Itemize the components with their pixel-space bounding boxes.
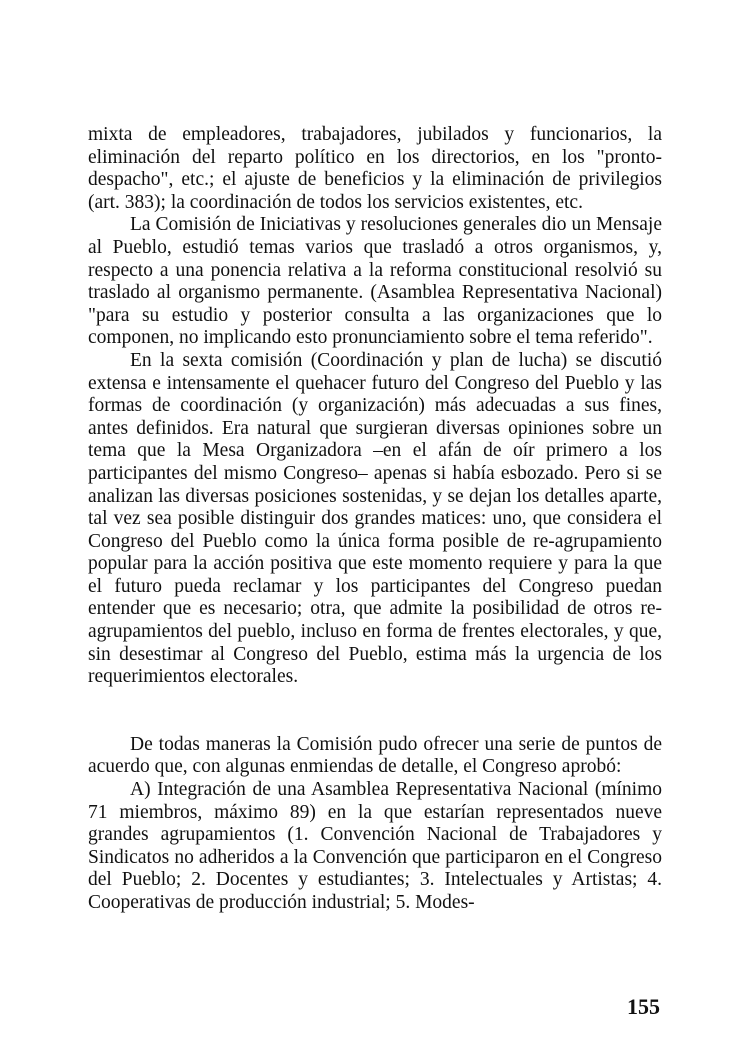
page-number: 155 bbox=[627, 994, 660, 1019]
paragraph-gap bbox=[88, 689, 662, 734]
paragraph-4: De todas maneras la Comisión pudo ofrecer una serie de puntos de acuerdo que, con algunas enmiendas de detalle, el Congreso aprobó: bbox=[88, 733, 662, 778]
paragraph-1: mixta de empleadores, trabajadores, jubilados y funcionarios, la eliminación del reparto político en los directorios, en los "pronto-despacho", etc.; el ajuste de beneficios y la eliminación de privilegios (art. 383); la coordinación de todos los servicios existentes, etc. bbox=[88, 124, 662, 213]
paragraph-5: A) Integración de una Asamblea Representativa Nacional (mínimo 71 miembros, máximo 89) en la que estarían representados nueve grandes agrupamientos (1. Convención Nacional de Trabajadores y Sindicatos no adheridos a la Convención que participaron en el Congreso del Pueblo; 2. Docentes y estudiantes; 3. Intelectuales y Artistas; 4. Cooperativas de producción industrial; 5. Modes- bbox=[88, 779, 662, 913]
paragraph-3: En la sexta comisión (Coordinación y plan de lucha) se discutió extensa e intensamente el quehacer futuro del Congreso del Pueblo y las formas de coordinación (y organización) más adecuadas a sus fines, antes definidos. Era natural que surgieran diversas opiniones sobre un tema que la Mesa Organizadora –en el afán de oír primero a los participantes del mismo Congreso– apenas si había esbozado. Pero si se analizan las diversas posiciones sostenidas, y se dejan los detalles aparte, tal vez sea posible distinguir dos grandes matices: uno, que considera el Congreso del Pueblo como la única forma posible de re-agrupamiento popular para la acción positiva que este momento requiere y para la que el futuro pueda reclamar y los participantes del Congreso puedan entender que es necesario; otra, que admite la posibilidad de otros re-agrupamientos del pueblo, incluso en forma de frentes electorales, y que, sin desestimar al Congreso del Pueblo, estima más la urgencia de los requerimientos electorales. bbox=[88, 349, 662, 688]
paragraph-2: La Comisión de Iniciativas y resoluciones generales dio un Mensaje al Pueblo, estudió temas varios que trasladó a otros organismos, y, respecto a una ponencia relativa a la reforma constitucional resolvió su traslado al organismo permanente. (Asamblea Representativa Nacional) "para su estudio y posterior consulta a las organizaciones que lo componen, no implicando esto pronunciamiento sobre el tema referido". bbox=[88, 214, 662, 349]
page-body bbox=[88, 124, 662, 915]
